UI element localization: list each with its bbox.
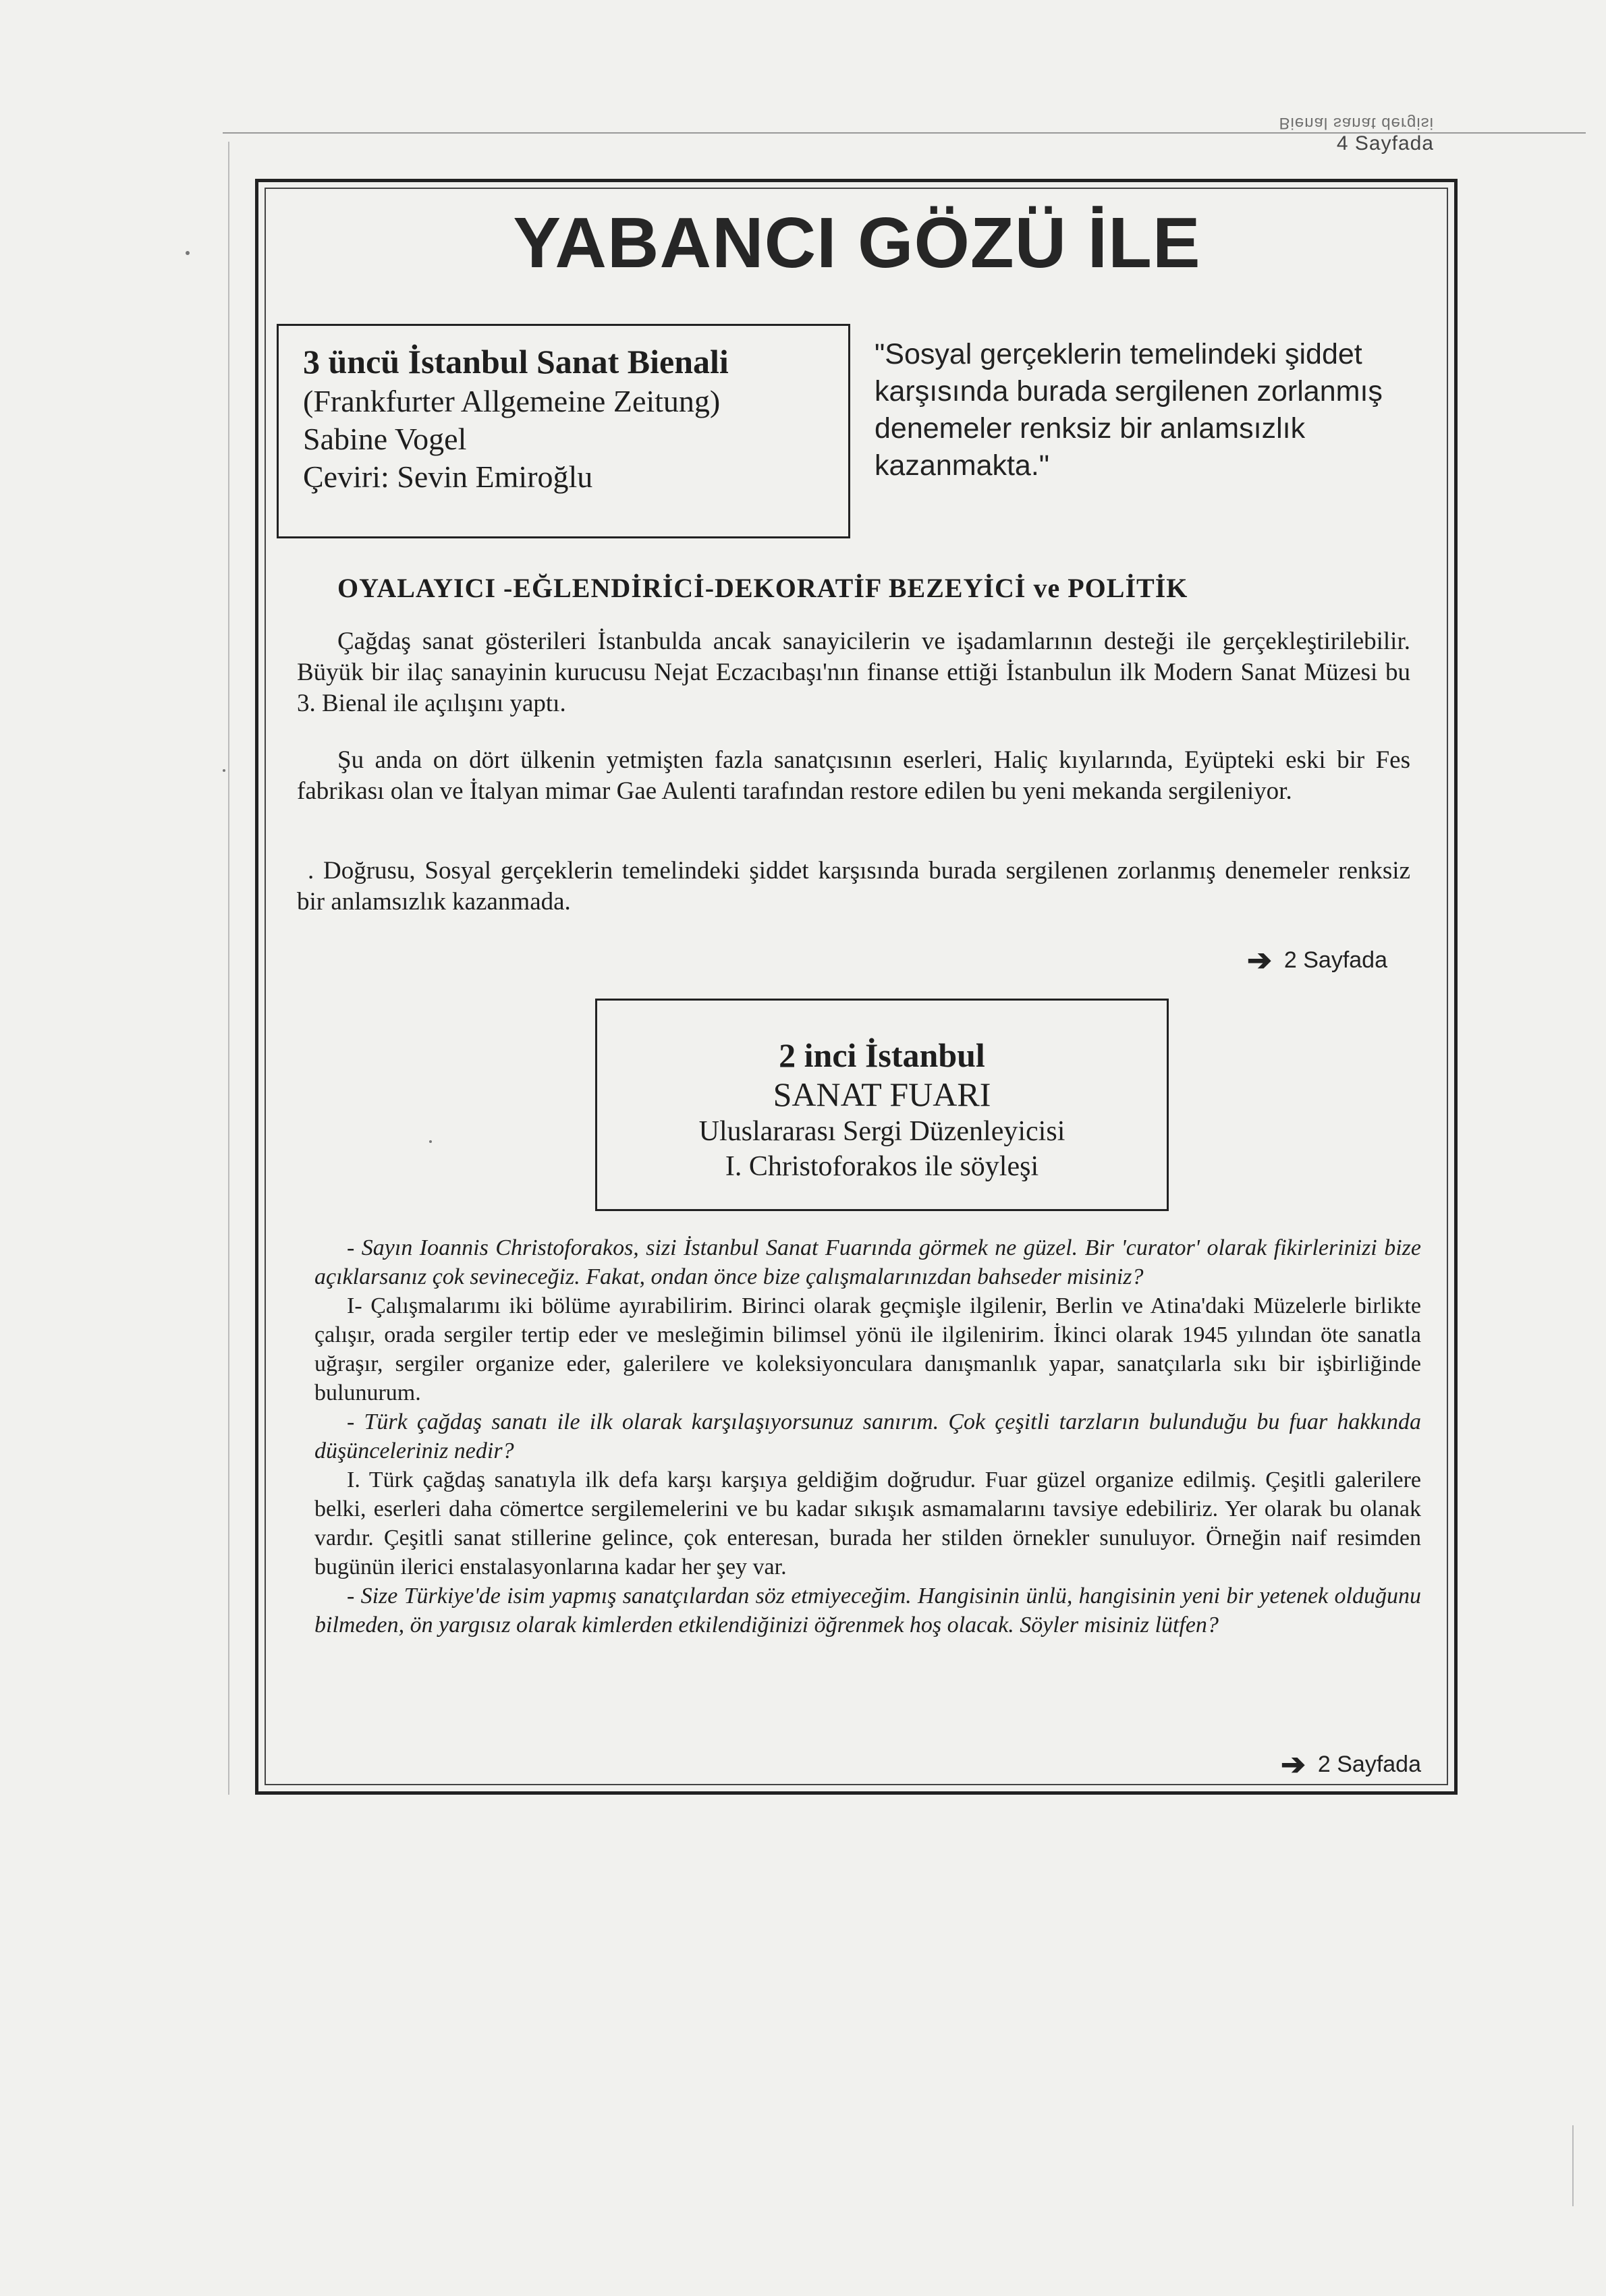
section-heading: OYALAYICI -EĞLENDİRİCİ-DEKORATİF BEZEYİCİ ve POLİTİK bbox=[337, 573, 1188, 603]
continued-ref-label: 2 Sayfada bbox=[1283, 947, 1387, 973]
header-mark-mirrored: Bienal sanat dergisi bbox=[1279, 114, 1434, 132]
header-mark bbox=[1070, 113, 1434, 155]
info-title: 3 üncü İstanbul Sanat Bienali bbox=[303, 343, 729, 381]
info-source: (Frankfurter Allgemeine Zeitung) bbox=[303, 384, 721, 418]
article-paragraph bbox=[297, 626, 1410, 719]
pull-quote: "Sosyal gerçeklerin temelindeki şiddet karşısında burada sergilenen zorlanmış denemeler renksiz bir anlamsızlık kazanmakta." bbox=[875, 338, 1383, 482]
main-title: YABANCI GÖZÜ İLE bbox=[513, 203, 1201, 283]
scan-speck bbox=[223, 769, 225, 772]
scan-edge bbox=[228, 142, 229, 1795]
fair-title-line4: I. Christoforakos ile söyleşi bbox=[725, 1151, 1039, 1182]
article-paragraph-text: . Doğrusu, Sosyal gerçeklerin temelindeki şiddet karşısında burada sergilenen zorlanmış denemeler renksiz bir anlamsızlık kazanmada. bbox=[297, 857, 1410, 916]
continued-ref-label: 2 Sayfada bbox=[1317, 1752, 1421, 1777]
interview-question: - Türk çağdaş sanatı ile ilk olarak karşılaşıyorsunuz sanırım. Çok çeşitli tarzların bulunduğu bu fuar hakkında düşünceleriniz nedir? bbox=[314, 1409, 1421, 1463]
info-author: Sabine Vogel bbox=[303, 422, 467, 456]
article-info-box bbox=[277, 324, 850, 538]
interview-answer: I- Çalışmalarımı iki bölüme ayırabilirim. Birinci olarak geçmişle ilgilenir, Berlin ve Atina'daki Müzelerle birlikte çalışır, orada sergiler tertip eder ve mesleğimin bilimsel yönü ile ilgilenirim. İkinci olarak 1945 yılından öte sanatla uğraşır, sergiler organize eder, galerilere ve koleksiyonculara danışmanlık yapar, sanatçılarla sıkı bir işbirliğinde bulunurum. bbox=[314, 1293, 1421, 1405]
interview-question: - Sayın Ioannis Christoforakos, sizi İstanbul Sanat Fuarında görmek ne güzel. Bir 'curator' olarak fikirlerinizi bize açıklarsanız çok sevineceğiz. Fakat, ondan önce bize çalışmalarınızdan bahseder misiniz? bbox=[314, 1235, 1421, 1289]
fair-title-line3: Uluslararası Sergi Düzenleyicisi bbox=[698, 1116, 1065, 1147]
header-mark-text: 4 Sayfada bbox=[1336, 132, 1434, 155]
header-rule bbox=[223, 132, 1586, 134]
fair-title-line1: 2 inci İstanbul bbox=[779, 1036, 985, 1074]
continued-ref[interactable] bbox=[1281, 1747, 1421, 1782]
arrow-right-icon: ➔ bbox=[1247, 944, 1272, 977]
fair-title-box bbox=[595, 999, 1169, 1211]
fair-title-line2: SANAT FUARI bbox=[773, 1075, 991, 1113]
scan-speck bbox=[186, 251, 190, 255]
interview-answer: I. Türk çağdaş sanatıyla ilk defa karşı karşıya geldiğim doğrudur. Fuar güzel organize edilmiş. Çeşitli galerilere belki, eserleri daha cömertce sergilemelerini ve bu kadar sıkışık asmamalarını tavsiye edebiliriz. Yer olarak bu olanak vardır. Çeşitli sanat stillerine gelince, çok enteresan, burada her stilden örnekler sunuluyor. Örneğin naif resimden bugünün ilerici enstalasyonlarına kadar her şey var. bbox=[314, 1467, 1421, 1579]
info-translator: Çeviri: Sevin Emiroğlu bbox=[303, 459, 593, 494]
article-paragraph-text: Şu anda on dört ülkenin yetmişten fazla sanatçısının eserleri, Haliç kıyılarında, Eyüpteki eski bir Fes fabrikası olan ve İtalyan mimar Gae Aulenti tarafından restore edilen bu yeni mekanda sergileniyor. bbox=[297, 746, 1410, 805]
article-paragraph bbox=[297, 745, 1410, 807]
scan-edge bbox=[1572, 2125, 1574, 2206]
article-paragraph bbox=[297, 856, 1410, 918]
continued-ref[interactable] bbox=[1247, 943, 1387, 978]
interview-question: - Size Türkiye'de isim yapmış sanatçılardan söz etmiyeceğim. Hangisinin ünlü, hangisinin yeni bir yetenek olduğunu bilmeden, ön yargısız olarak kimlerden etkilendiğinizi öğrenmek hoş olacak. Söyler misiniz lütfen? bbox=[314, 1584, 1421, 1637]
arrow-right-icon: ➔ bbox=[1281, 1748, 1306, 1781]
article-paragraph-text: Çağdaş sanat gösterileri İstanbulda ancak sanayicilerin ve işadamlarının desteği ile gerçekleştirilebilir. Büyük bir ilaç sanayinin kurucusu Nejat Eczacıbaşı'nın finanse ettiği İstanbulun ilk Modern Sanat Müzesi bu 3. Bienal ile açılışını yaptı. bbox=[297, 627, 1410, 717]
interview-text bbox=[314, 1233, 1421, 1640]
